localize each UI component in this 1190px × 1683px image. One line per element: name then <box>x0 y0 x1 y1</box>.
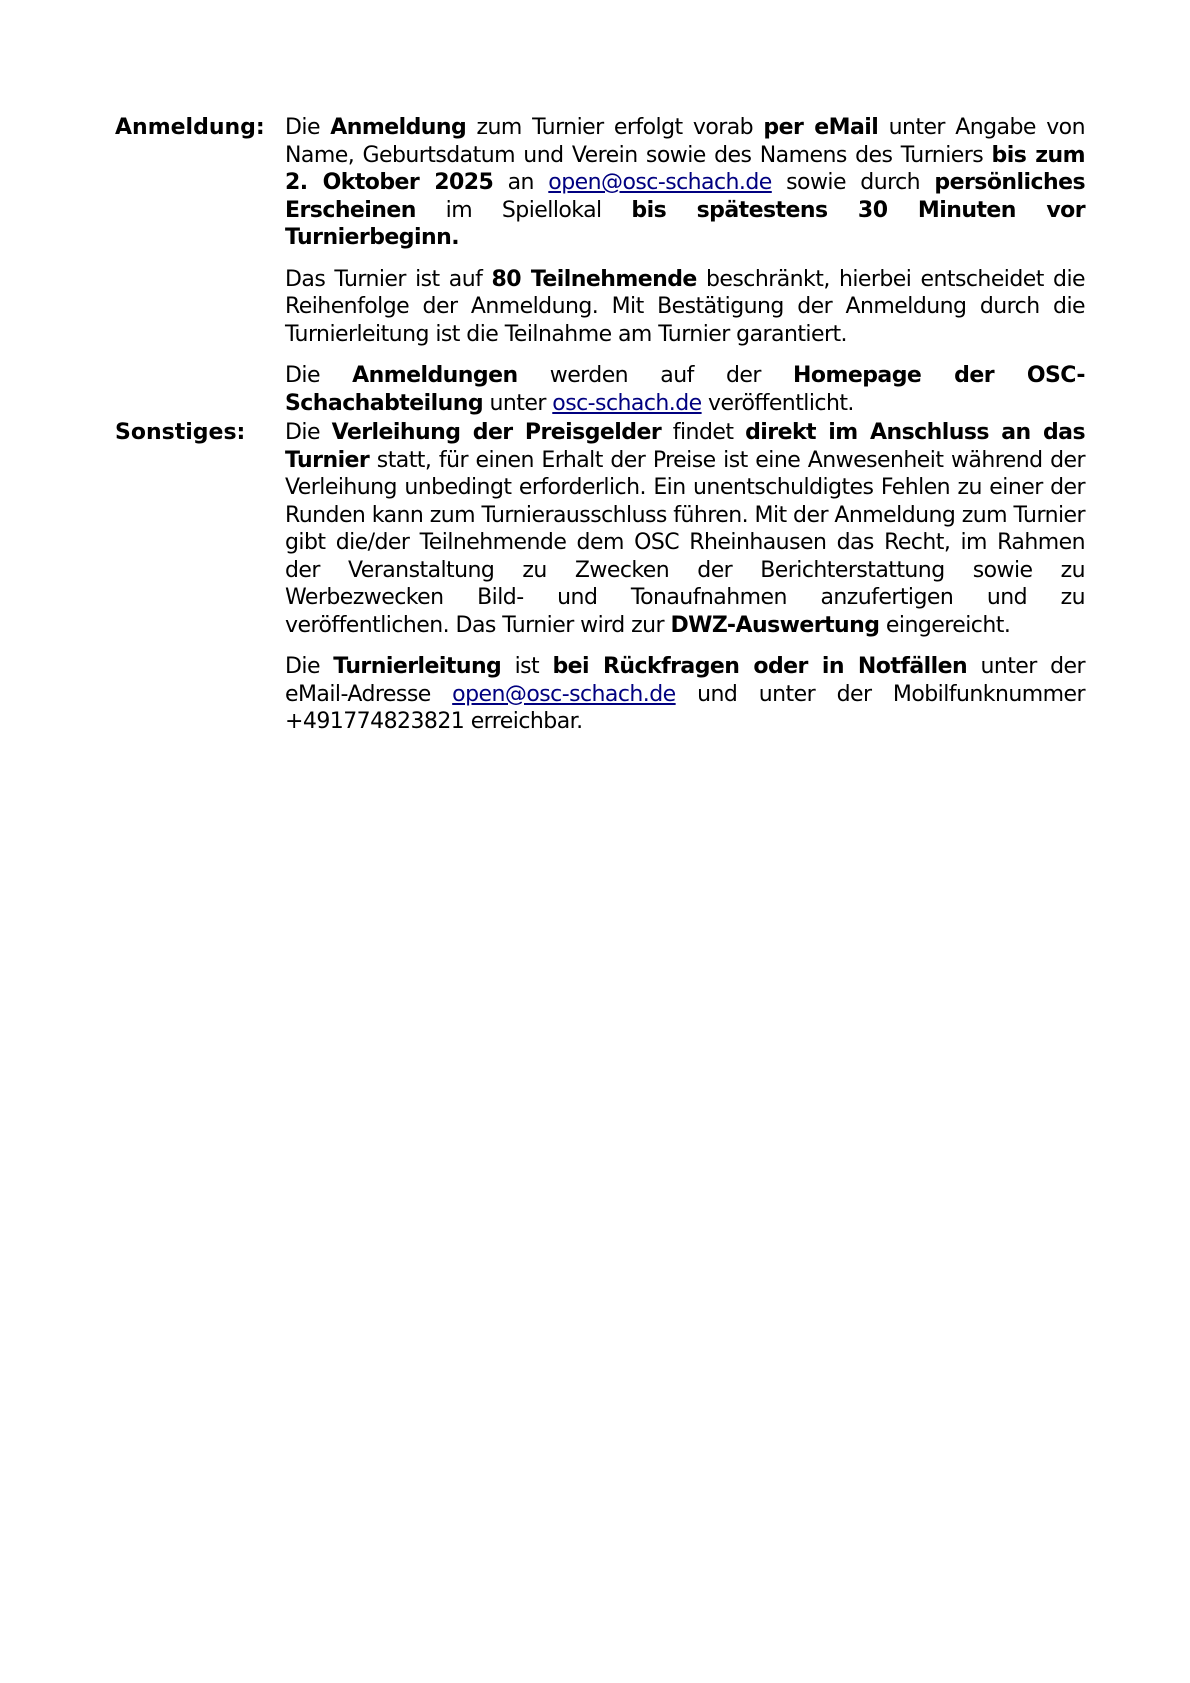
text: statt, für einen Erhalt der Preise ist eine Anwesenheit während der Verleihung unbedingt erforderlich. Ein unentschuldigtes Fehlen zu einer der Runden kann zum Turnierausschluss führen. Mit der Anmeldung zum Turnier gibt die/der Teilnehmende dem OSC Rheinhausen das Recht, im Rahmen der Veranstaltung zu Zwecken der Berichterstattung sowie zu Werbezwecken Bild- und Tonaufnahmen anzufertigen und zu veröffentlichen. Das Turnier wird zur <box>285 447 1085 638</box>
text: im Spiellokal <box>415 197 632 223</box>
text: Die <box>285 654 334 679</box>
email-link[interactable]: open@osc-schach.de <box>452 681 676 707</box>
bold-text: Homepage der OSC-Schachabteilung <box>285 363 1085 416</box>
email-link[interactable]: open@osc-schach.de <box>548 170 772 195</box>
text: werden auf der <box>517 363 794 388</box>
bold-text: bis spätestens 30 Minuten vor Turnierbeginn. <box>285 197 1086 250</box>
paragraph-prize-ceremony <box>285 419 1085 639</box>
text: an <box>493 170 549 195</box>
bold-text: 80 Teilnehmende <box>491 266 697 292</box>
bold-text: direkt im Anschluss an das Turnier <box>285 420 1085 473</box>
text: unter <box>483 390 553 416</box>
bold-text: DWZ-Auswertung <box>670 612 880 638</box>
paragraph-registration-procedure <box>285 114 1085 252</box>
text: eingereicht. <box>879 612 1011 638</box>
section-label-anmeldung: Anmeldung: <box>115 115 265 140</box>
homepage-link[interactable]: osc-schach.de <box>552 390 702 416</box>
text: ist <box>501 654 553 679</box>
section-body-anmeldung <box>285 114 1085 431</box>
text: Die <box>285 363 353 388</box>
bold-text: Anmeldungen <box>352 363 518 388</box>
text: zum Turnier erfolgt vorab <box>466 115 764 140</box>
section-body-sonstiges <box>285 419 1085 750</box>
text: beschränkt, hierbei entscheidet die Reihenfolge der Anmeldung. Mit Bestätigung der Anmeldung durch die Turnierleitung ist die Teilnahme am Turnier garantiert. <box>285 266 1085 347</box>
bold-text: Turnierleitung <box>333 654 502 679</box>
section-label-sonstiges: Sonstiges: <box>115 420 246 445</box>
text: Die <box>285 115 331 140</box>
text: unter Angabe von Name, Geburtsdatum und Verein sowie des Namens des Turniers <box>285 115 1085 168</box>
bold-text: bei Rückfragen oder in Notfällen <box>552 654 968 679</box>
bold-text: persönliches Erscheinen <box>285 170 1085 223</box>
text: Das Turnier ist auf <box>285 266 492 292</box>
paragraph-participant-limit <box>285 266 1085 349</box>
bold-text: bis zum 2. Oktober 2025 <box>285 142 1085 195</box>
text: Die <box>285 420 332 445</box>
text: und unter der Mobilfunknummer +491774823821 erreichbar. <box>285 681 1085 734</box>
bold-text: Verleihung der Preisgelder <box>331 420 662 445</box>
text: findet <box>661 420 746 445</box>
text: unter der eMail-Adresse <box>285 654 1086 707</box>
bold-text: Anmeldung <box>330 115 467 140</box>
paragraph-registrations-published <box>285 362 1085 417</box>
bold-text: per eMail <box>763 115 879 140</box>
text: sowie durch <box>771 170 935 195</box>
text: veröffentlicht. <box>701 390 854 416</box>
paragraph-contact <box>285 653 1085 736</box>
